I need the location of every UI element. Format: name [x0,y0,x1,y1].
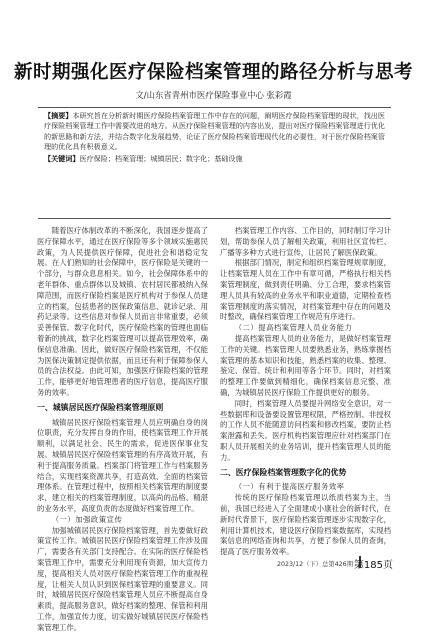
page-top-margin [0,0,427,6]
page-number: 第185页 [353,560,393,571]
keywords-label: 【关键词】 [44,154,80,164]
keywords-text: 医疗保险；档案管理；城镇居民；数字化；基础设施 [79,154,243,164]
body-paragraph: 提高档案管理人员的业务能力，是做好档案管理工作的关键。档案管理人员要熟悉业务，熟练掌握档案管理的基本知识和技能，熟悉档案的收集、整理、鉴定、保管、统计和利用等各个环节。同时，对档案的整理工作要做到精细化，确保档案信息完整、准确，为城镇居民医疗保险工作提供更好的服务。 [220,333,391,397]
body-column-right [220,226,391,557]
author-line: 文/山东省青州市医疗保险事业中心 张彩霞 [135,90,292,100]
section-heading: 一、城镇居民医疗保险档案管理原则 [37,402,164,412]
abstract-paragraph [44,111,385,152]
body-paragraph: 根据部门情况，制定和组织档案管理规章制度，让档案管理人员在工作中有章可循，严格执行相关档案管理制度，做到责任明确、分工合理，要求档案管理人员具有较高的业务水平和职业道德，定期检查档案管理制度的落实情况，对档案管理中存在的问题及时整改，确保档案管理工作规范有序进行。 [220,258,391,322]
abstract-box [38,107,391,219]
subsection-heading: （一）有利于提高医疗服务效率 [234,482,345,492]
subsection-heading: （一）加强政策宣传 [51,514,123,524]
body-paragraph: 档案管理工作内容、工作目的，同时制订学习计划，帮助参保人员了解相关政策，利用社区宣传栏、广播等多种方式进行宣传，让居民了解医保政策。 [220,226,391,257]
body-column-left [37,226,208,632]
keywords-paragraph [44,154,385,164]
body-paragraph: 传统的医疗保险档案管理以纸质档案为主，当前，我国已经进入了全面建成小康社会的新时代，在新时代背景下，医疗保险档案管理逐步实现数字化，利用计算机技术，建设医疗保险档案数据库，实现档案信息的网络查询和共享，方便了参保人员的查询，提高了医疗服务效率。 [220,493,391,557]
abstract-label: 【摘要】 [44,111,73,120]
body-paragraph: 随着医疗体制改革的不断深化，我国逐步提高了医疗保障水平，通过在医疗保险等多个领域实施惠民政策，为人民提供医疗保障，促进社会和谐稳定发展。在人们熟知的社会保障中，医疗保险是关键的一个部分，与群众息息相关。如今，社会保障体系中的老年群体、重点群体以及城镇、农村居民都被纳入保障范围，而医疗保险档案是医疗机构对于参保人员建立的档案，包括患者的医保政策信息、就诊记录、用药记录等。这些信息对参保人员而言非常重要，必须妥善保管。数字化时代，医疗保险档案的管理也面临着新的挑战，数字化档案管理可以提高管理效率，确保信息准确。因此，做好医疗保险档案管理，不仅能为医保决策制定提供依据，而且还有利于保障参保人员的合法权益。由此可知，加强医疗保险档案的管理工作，能够更好地管理患者的医疗信息，提高医疗服务的效率。 [37,226,208,397]
subsection-heading: （二）提高档案管理人员业务能力 [234,323,353,333]
section-heading: 二、医疗保险档案管理数字化的优势 [220,467,347,477]
body-paragraph: 城镇居民医疗保险档案管理人员应明确自身的岗位职责，充分发挥自身的作用，使档案管理工作开展顺利，以满足社会、民生的需求，促进医保事业发展。城镇居民医疗保险档案管理的有序高效开展，有利于提高服务质量。档案部门将管理工作与档案服务结合，实现档案资源共享，打造高效、全面的档案管理体系。在管理过程中，按照相关档案管理的制度要求，建立相关的档案管理制度，以高尚的品格、精湛的业务水平，高度负责的态度做好档案管理工作。 [37,417,208,513]
page-footer [0,554,427,574]
issue-info: 2023/12（下）总第426期 [277,561,353,568]
body-paragraph: 加强城镇居民医疗保险档案管理，首先要做好政策宣传工作。城镇居民医疗保险档案管理工作涉及面广，需要各有关部门支持配合。在实际的医疗保险档案管理工作中，需要充分利用现有资源，加大宣传力度，提高相关人员对医疗保险档案管理工作的重视程度，让相关人员认识到医保档案管理的重要意义。同时，城镇居民医疗保险档案管理人员应不断提高自身素质，提高服务意识，做好档案的整理、保管和利用工作，加强宣传力度，切实做好城镇居民医疗保险档案管理工作。 [37,525,208,632]
abstract-text: 本研究旨在分析新时期医疗保险档案管理工作中存在的问题，阐明医疗保险档案管理的现状，找出医疗保险档案管理工作中需要改进的地方。从医疗保险档案管理的内容出发，提出对医疗保险档案管理进行优化的新思路和新方法，并结合数字化发展趋势，论证了医疗保险档案管理现代化的必要性，对于医疗保险档案管理的优化具有积极意义。 [44,111,386,151]
article-title: 新时期强化医疗保险档案管理的路径分析与思考 [13,62,413,83]
body-paragraph: 同时，档案管理人员要提升网络安全意识，对一些数据库和设备要设置管理权限，严格控制、非授权的工作人员不能随意访问档案和修改档案，要防止档案泄露和丢失。医疗机构档案管理应针对档案部门在职人员开展相关的业务培训，提升档案管理人员的能力。 [220,398,391,462]
